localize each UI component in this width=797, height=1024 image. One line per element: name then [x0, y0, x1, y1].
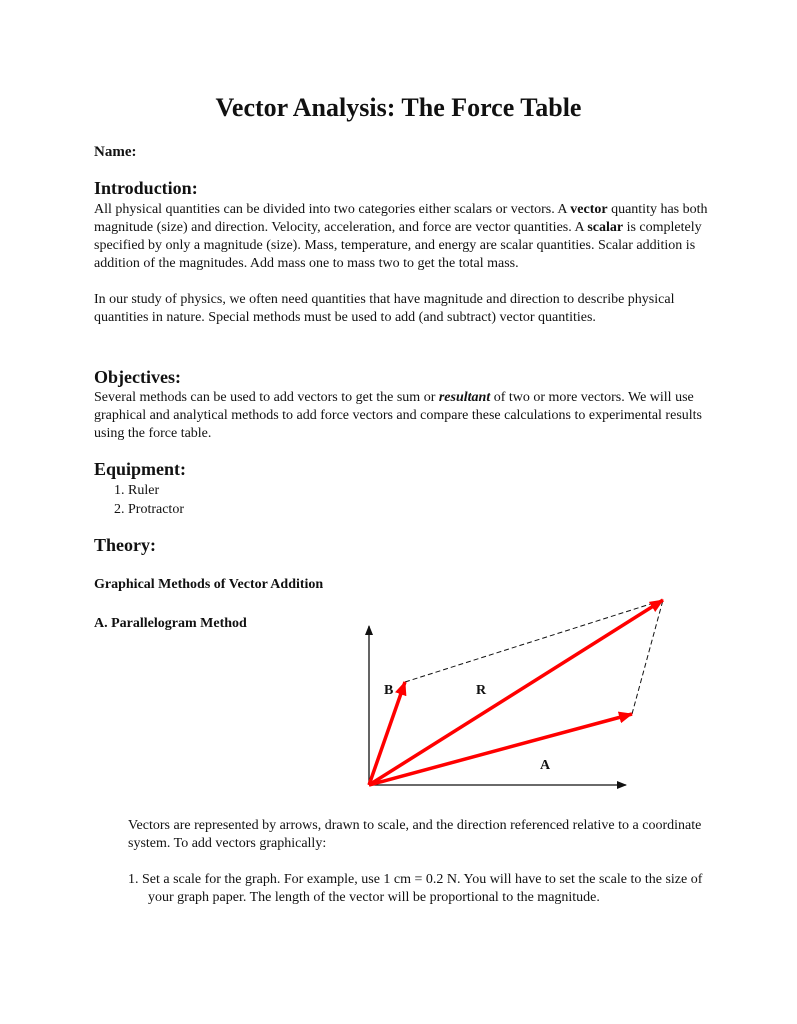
- objectives-text-2: of two or more vectors. We will use graphical and analytical methods to add force vectors and compare these calculations to experimental results using the force table.: [94, 390, 702, 441]
- objectives-text-1: Several methods can be used to add vectors to get the sum or: [94, 390, 439, 405]
- vector-description: Vectors are represented by arrows, drawn to scale, and the direction referenced relative to a coordinate system. To add vectors graphically:: [128, 818, 702, 851]
- intro-text-2: quantity has both magnitude (size) and direction. Velocity, acceleration, and force are vector quantities. A: [94, 202, 708, 235]
- dashed-line-b-to-r: [405, 600, 663, 682]
- equipment-heading: Equipment:: [94, 459, 187, 479]
- introduction-paragraph-2: In our study of physics, we often need quantities that have magnitude and direction to describe physical quantities in nature. Special methods must be used to add (and subtract) vector quantities.: [94, 292, 675, 325]
- graphical-methods-heading: Graphical Methods of Vector Addition: [94, 577, 324, 592]
- introduction-heading: Introduction:: [94, 178, 198, 198]
- equipment-item-protractor: 2. Protractor: [114, 502, 184, 517]
- vector-r-label: R: [476, 683, 487, 698]
- theory-heading: Theory:: [94, 535, 156, 555]
- intro-text-1: All physical quantities can be divided into two categories either scalars or vectors. A: [94, 202, 571, 217]
- vector-b-label: B: [384, 683, 394, 698]
- scalar-term: scalar: [587, 220, 624, 235]
- vector-a-arrow: [369, 714, 632, 785]
- name-label: Name:: [94, 144, 137, 160]
- page-title: Vector Analysis: The Force Table: [215, 93, 582, 122]
- equipment-item-ruler: 1. Ruler: [114, 483, 160, 498]
- vector-r-arrow: [369, 600, 663, 785]
- vector-a-label: A: [540, 758, 551, 773]
- parallelogram-method-heading: A. Parallelogram Method: [94, 616, 247, 631]
- vector-term: vector: [570, 202, 608, 217]
- intro-text-3: is completely specified by only a magnitude (size). Mass, temperature, and energy are scalar quantities. Scalar addition is addition of the magnitudes. Add mass one to mass two to get the total mass.: [94, 220, 702, 271]
- objectives-heading: Objectives:: [94, 367, 181, 387]
- resultant-term: resultant: [438, 390, 491, 405]
- step-1-text: 1. Set a scale for the graph. For example, use 1 cm = 0.2 N. You will have to set the scale to the size of your graph paper. The length of the vector will be proportional to the magnitude.: [128, 872, 703, 905]
